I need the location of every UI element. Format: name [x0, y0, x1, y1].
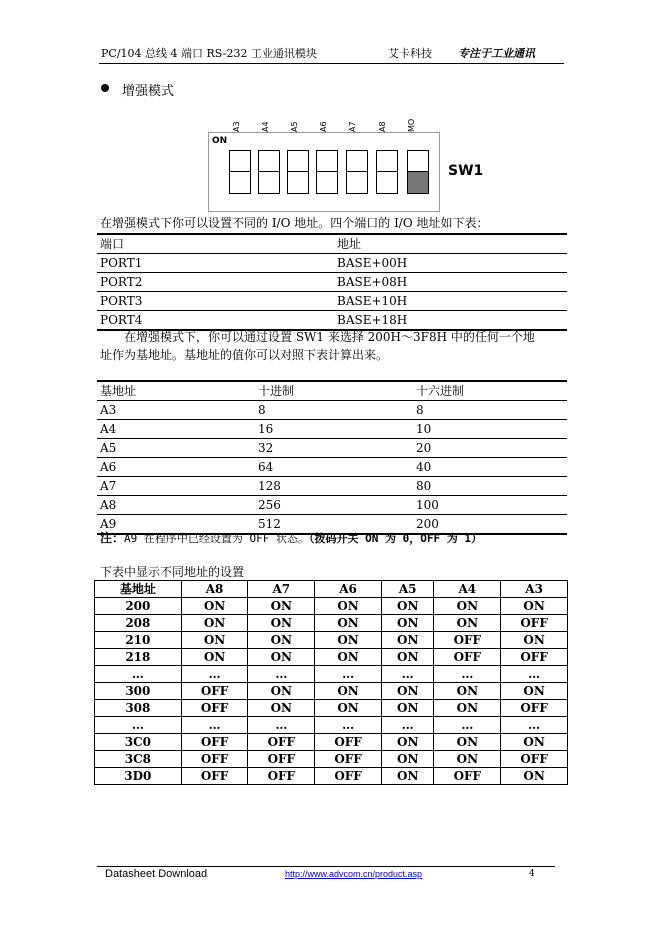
address-cell: BASE+18H: [337, 313, 408, 327]
dip-label-a7: A7: [348, 121, 357, 132]
grid-cell: ON: [381, 683, 434, 700]
grid-cell: ON: [434, 734, 501, 751]
grid-cell: ON: [381, 632, 434, 649]
grid-cell: ON: [381, 734, 434, 751]
port-table: [97, 233, 567, 331]
grid-cell: ON: [501, 632, 568, 649]
grid-cell: 200: [95, 598, 182, 615]
header-divider: [99, 63, 564, 64]
dip-switch-5: [346, 150, 368, 194]
grid-cell: ON: [381, 598, 434, 615]
decimal-cell: 256: [258, 498, 281, 512]
base-cell: A4: [100, 422, 117, 436]
grid-table-header: [95, 581, 568, 598]
table-row: [95, 700, 568, 717]
grid-cell: 218: [95, 649, 182, 666]
table-row: [95, 649, 568, 666]
grid-cell: OFF: [181, 751, 248, 768]
grid-cell: OFF: [248, 734, 315, 751]
table-row: [95, 768, 568, 785]
table-row: [95, 734, 568, 751]
grid-header-a7: A7: [248, 581, 315, 598]
table-row: [95, 683, 568, 700]
note-bold-text: （拨码开关 ON 为 0，OFF 为 1）: [309, 532, 482, 545]
address-settings-table: [94, 580, 568, 785]
dip-label-a6: A6: [319, 121, 328, 132]
grid-cell: ON: [434, 700, 501, 717]
dip-lever-off: [408, 172, 428, 193]
grid-cell: OFF: [248, 751, 315, 768]
dip-label-mo: MO: [407, 118, 416, 132]
hex-cell: 40: [416, 460, 432, 474]
hex-col-header: 十六进制: [416, 384, 465, 398]
base-cell: A9: [100, 517, 117, 531]
port-cell: PORT1: [100, 256, 143, 270]
grid-header-a6: A6: [315, 581, 382, 598]
grid-cell: 208: [95, 615, 182, 632]
grid-cell: ON: [315, 683, 382, 700]
grid-cell: …: [95, 717, 182, 734]
dip-switch-3: [287, 150, 309, 194]
grid-cell: …: [434, 717, 501, 734]
grid-cell: …: [315, 717, 382, 734]
grid-cell: OFF: [315, 734, 382, 751]
grid-cell: ON: [381, 768, 434, 785]
grid-cell: ON: [248, 700, 315, 717]
grid-cell: ON: [501, 734, 568, 751]
grid-cell: OFF: [434, 632, 501, 649]
grid-cell: ON: [248, 632, 315, 649]
table-row: [97, 477, 567, 496]
decimal-cell: 32: [258, 441, 274, 455]
grid-cell: ON: [315, 632, 382, 649]
grid-cell: ON: [434, 683, 501, 700]
base-cell: A8: [100, 498, 117, 512]
table-row: [97, 458, 567, 477]
grid-cell: OFF: [315, 768, 382, 785]
paragraph-line-2: 址作为基地址。基地址的值你可以对照下表计算出来。: [100, 348, 389, 362]
base-table-header: [97, 381, 567, 401]
dip-switch-7: [407, 150, 429, 194]
grid-cell: ON: [501, 768, 568, 785]
footer-divider: [97, 866, 555, 867]
grid-header-a5: A5: [381, 581, 434, 598]
grid-cell: ON: [248, 683, 315, 700]
table-row: [97, 496, 567, 515]
grid-cell: …: [501, 717, 568, 734]
grid-cell: ON: [181, 632, 248, 649]
grid-cell: OFF: [501, 649, 568, 666]
grid-caption: 下表中显示不同地址的设置: [100, 565, 245, 579]
grid-cell: ON: [181, 615, 248, 632]
grid-cell: 308: [95, 700, 182, 717]
base-cell: A6: [100, 460, 117, 474]
dip-label-a5: A5: [290, 121, 299, 132]
decimal-col-header: 十进制: [258, 384, 295, 398]
grid-cell: ON: [315, 649, 382, 666]
grid-header-a3: A3: [501, 581, 568, 598]
table-row: [97, 254, 567, 273]
port-cell: PORT3: [100, 294, 143, 308]
port-cell: PORT2: [100, 275, 143, 289]
header-company: 艾卡科技: [388, 47, 432, 60]
grid-cell: ON: [181, 649, 248, 666]
bullet-icon: [101, 84, 109, 92]
dip-switch-2: [258, 150, 280, 194]
grid-cell: ON: [434, 615, 501, 632]
table-row: [97, 401, 567, 420]
dip-label-a8: A8: [378, 121, 387, 132]
grid-cell: ON: [381, 615, 434, 632]
grid-cell: 3C8: [95, 751, 182, 768]
address-cell: BASE+08H: [337, 275, 408, 289]
grid-header-a4: A4: [434, 581, 501, 598]
dip-label-a4: A4: [261, 121, 270, 132]
dip-on-label: ON: [212, 136, 228, 146]
grid-cell: ON: [501, 598, 568, 615]
table-row: [97, 292, 567, 311]
dip-switch-6: [376, 150, 398, 194]
grid-cell: ON: [315, 700, 382, 717]
grid-cell: ON: [381, 700, 434, 717]
grid-cell: …: [315, 666, 382, 683]
table-row: [97, 420, 567, 439]
base-cell: A7: [100, 479, 117, 493]
decimal-cell: 64: [258, 460, 274, 474]
grid-cell: OFF: [434, 768, 501, 785]
grid-cell: ON: [315, 598, 382, 615]
grid-cell: ON: [501, 683, 568, 700]
port-table-header: [97, 234, 567, 254]
header-title: PC/104 总线 4 端口 RS-232 工业通讯模块: [101, 47, 317, 60]
grid-cell: …: [381, 666, 434, 683]
grid-cell: OFF: [501, 615, 568, 632]
grid-cell: …: [434, 666, 501, 683]
table-row: [95, 615, 568, 632]
port-cell: PORT4: [100, 313, 143, 327]
paragraph-line-1: 在增强模式下，你可以通过设置 SW1 来选择 200H～3F8H 中的任何一个地: [124, 330, 535, 344]
note-label: 注：: [100, 531, 125, 545]
table-row: [95, 666, 568, 683]
grid-cell: …: [181, 666, 248, 683]
grid-cell: ON: [248, 615, 315, 632]
grid-cell: ON: [381, 649, 434, 666]
dip-switch-name: SW1: [448, 163, 484, 179]
grid-cell: …: [248, 666, 315, 683]
decimal-cell: 16: [258, 422, 274, 436]
base-address-table: [97, 380, 567, 535]
grid-cell: ON: [381, 751, 434, 768]
dip-label-a3: A3: [232, 121, 241, 132]
grid-cell: ON: [434, 751, 501, 768]
table-row: [95, 632, 568, 649]
hex-cell: 8: [416, 403, 424, 417]
grid-cell: 3C0: [95, 734, 182, 751]
base-col-header: 基地址: [100, 384, 137, 398]
grid-cell: ON: [248, 598, 315, 615]
decimal-cell: 512: [258, 517, 281, 531]
grid-cell: …: [501, 666, 568, 683]
table-row: [95, 751, 568, 768]
hex-cell: 100: [416, 498, 439, 512]
hex-cell: 20: [416, 441, 432, 455]
grid-cell: ON: [315, 615, 382, 632]
grid-cell: ON: [248, 649, 315, 666]
dip-switch-1: [229, 150, 251, 194]
grid-cell: OFF: [434, 649, 501, 666]
table-row: [97, 439, 567, 458]
dip-switch-4: [316, 150, 338, 194]
table-row: [95, 717, 568, 734]
grid-cell: …: [181, 717, 248, 734]
table-row: [95, 598, 568, 615]
grid-cell: OFF: [315, 751, 382, 768]
grid-cell: OFF: [181, 683, 248, 700]
grid-cell: OFF: [181, 734, 248, 751]
section-title: 增强模式: [122, 84, 175, 99]
hex-cell: 10: [416, 422, 432, 436]
base-cell: A5: [100, 441, 117, 455]
decimal-cell: 128: [258, 479, 281, 493]
header-slogan: 专注于工业通讯: [458, 47, 535, 60]
address-cell: BASE+10H: [337, 294, 408, 308]
intro-text: 在增强模式下你可以设置不同的 I/O 地址。四个端口的 I/O 地址如下表：: [100, 216, 489, 230]
grid-cell: OFF: [501, 751, 568, 768]
port-col-header: 端口: [100, 237, 125, 251]
grid-cell: …: [95, 666, 182, 683]
hex-cell: 80: [416, 479, 432, 493]
note-text: A9 在程序中已经设置为 OFF 状态。: [124, 532, 309, 545]
grid-cell: 210: [95, 632, 182, 649]
address-cell: BASE+00H: [337, 256, 408, 270]
address-col-header: 地址: [337, 237, 362, 251]
grid-header-base: 基地址: [95, 581, 182, 598]
grid-cell: OFF: [248, 768, 315, 785]
decimal-cell: 8: [258, 403, 266, 417]
hex-cell: 200: [416, 517, 439, 531]
grid-cell: OFF: [501, 700, 568, 717]
grid-header-a8: A8: [181, 581, 248, 598]
grid-cell: …: [248, 717, 315, 734]
grid-cell: OFF: [181, 768, 248, 785]
footer-label: Datasheet Download: [105, 868, 208, 880]
grid-cell: 300: [95, 683, 182, 700]
grid-cell: …: [381, 717, 434, 734]
grid-cell: ON: [181, 598, 248, 615]
grid-cell: ON: [434, 598, 501, 615]
footer-link[interactable]: http://www.advcom.cn/product.asp: [285, 869, 423, 879]
base-cell: A3: [100, 403, 117, 417]
note: [100, 529, 482, 546]
page-number: 4: [529, 869, 535, 879]
table-row: [97, 273, 567, 292]
grid-cell: 3D0: [95, 768, 182, 785]
grid-cell: OFF: [181, 700, 248, 717]
